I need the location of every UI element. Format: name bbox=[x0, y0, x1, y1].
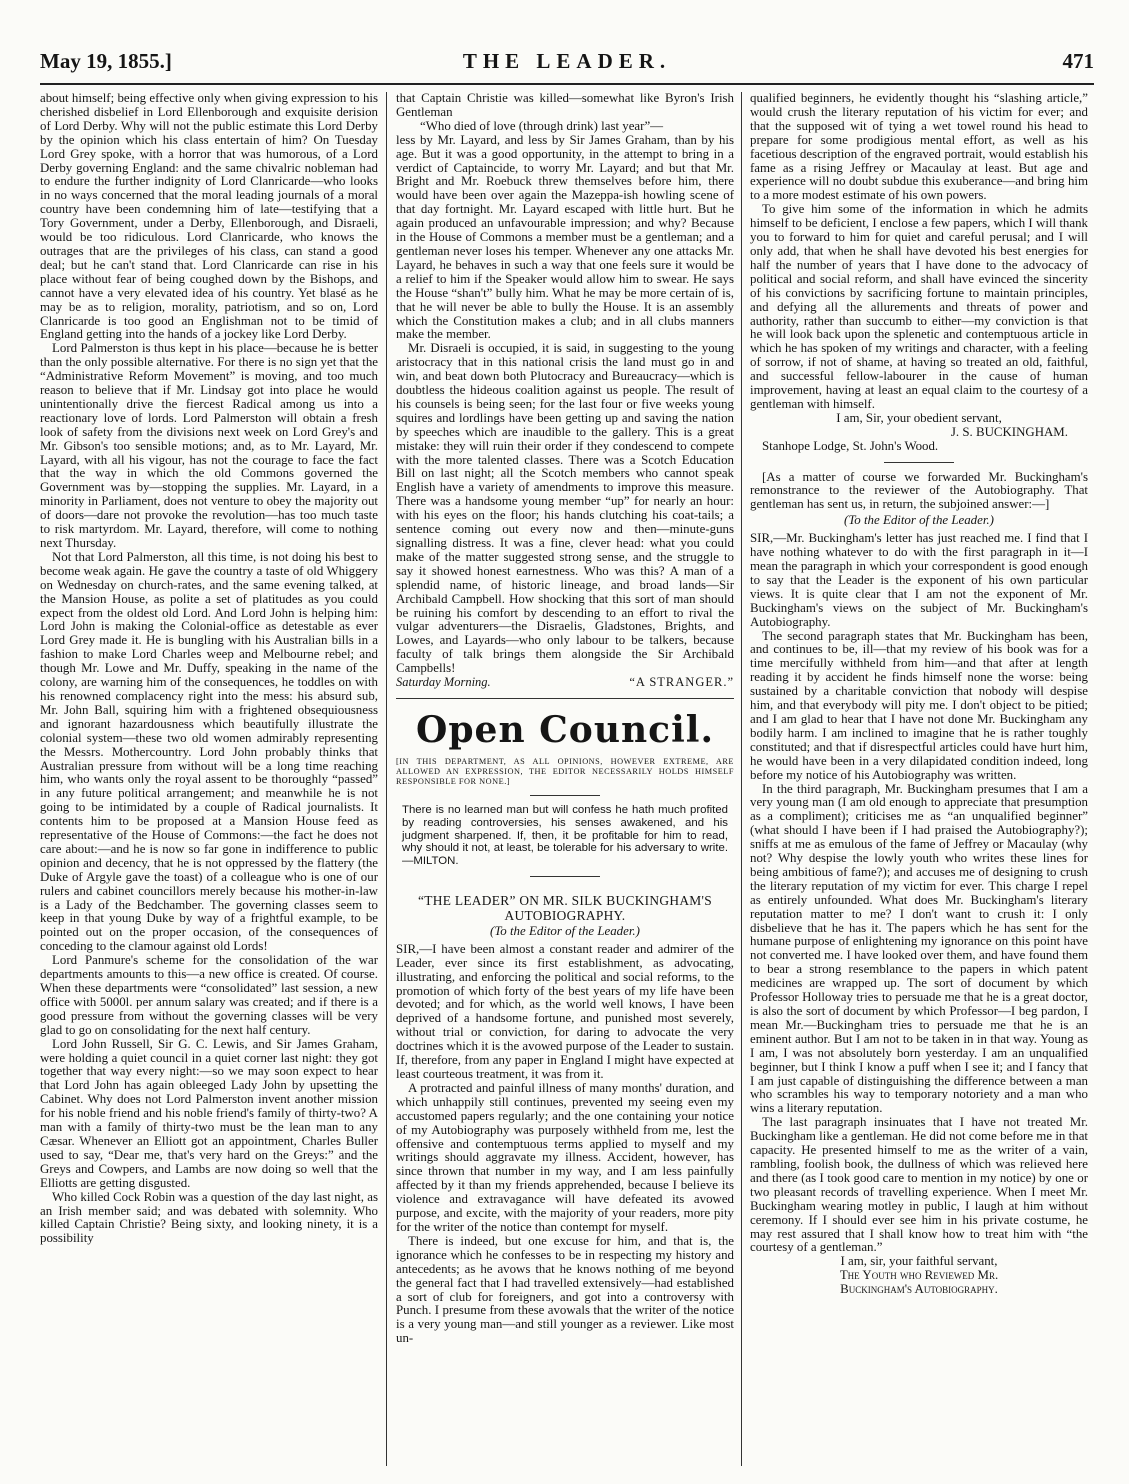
letter-closing: I am, Sir, your obedient servant, bbox=[836, 410, 1002, 425]
letter-headline: “THE LEADER” ON MR. SILK BUCKINGHAM'S AUTOBIOGRAPHY. bbox=[418, 892, 712, 923]
article-paragraph: Lord John Russell, Sir G. C. Lewis, and Sir James Graham, were holding a quiet council in a quiet corner last night: they got together that way every night:—so we may soon expect to hear that Lord John has again obleeged Lady John by upsetting the Cabinet. Why does not Lord Palmerston invent another mission for his noble friend and his noble friend's family of thirty-two? A man with a family of thirty-two must be the lean man to any Cæsar. Whenever an Elliott got an appointment, Charles Buller used to say, “Dear me, that's very hard on the Greys:” and the Greys and Cowpers, and Lambs are now doing so well that the Elliotts are getting disgusted. bbox=[40, 1036, 378, 1190]
article-paragraph: less by Mr. Layard, and less by Sir James Graham, than by his age. But it was a good opportunity, in the attempt to bring in a verdict of Captaincide, to worry Mr. Layard; and but that Mr. Bright and Mr. Roebuck threw themselves before him, there would have been over again the Mazeppa-ish howling scene of that day fortnight. Mr. Layard escaped with little hurt. But he again produced an unfavourable impression; and why? Because in the House of Commons a member must be a gentleman; and a gentleman never loses his temper. Whenever any one attacks Mr. Layard, he behaves in such a way that one feels sure it would be a relief to him if the Speaker would allow him to swear. He says the House “shan't” bully him. What he may be more certain of is, that he will never be able to bully the House. It is an assembly which the Constitution makes a club; and in all clubs manners make the member. bbox=[396, 132, 734, 342]
reply-paragraph: The last paragraph insinuates that I have not treated Mr. Buckingham like a gentleman. He did not come before me in that capacity. He presented himself to me as the writer of a vain, rambling, foolish book, the dullness of which was relieved here and there (as I took good care to mention in my notice) by one or two pleasant records of travelling experience. When I meet Mr. Buckingham wearing motley in public, I laugh at him without ceremony. If I should ever see him in his private costume, he may rest assured that I shall know how to treat him with “the courtesy of a gentleman.” bbox=[750, 1115, 1088, 1255]
article-signoff bbox=[396, 676, 734, 690]
paper-title: THE LEADER. bbox=[462, 49, 672, 73]
letter-address: (To the Editor of the Leader.) bbox=[490, 923, 640, 938]
column-right bbox=[750, 92, 1088, 1466]
letter-paragraph: SIR,—I have been almost a constant reader and admirer of the Leader, ever since its first establishment, as advocating, illustrating, and enforcing the political and social reforms, to the promotion of which forty of the best years of my life have been devoted; and for which, as the world well knows, I have been deprived of a handsome fortune, and punished most severely, without trial or conviction, for daring to advocate the very doctrines which it is the avowed purpose of the Leader to sustain. If, therefore, from any paper in England I might have expected at least courteous treatment, it was from it. bbox=[396, 941, 734, 1082]
column-left bbox=[40, 92, 378, 1466]
letter-paragraph: There is indeed, but one excuse for him, and that is, the ignorance which he confesses to be in respecting my history and antecedents; as he avows that he knows nothing of me beyond the general fact that I had travelled extensively—had established a sort of club for foreigners, and got into a controversy with Punch. I presume from these avowals that the writer of the notice is a very young man—and still younger as a reviewer. Like most un- bbox=[396, 1233, 734, 1346]
article-paragraph: Lord Palmerston is thus kept in his place—because he is better than the only possible alternative. For there is no sign yet that the “Administrative Reform Movement” is moving, and too much reason to believe that if Mr. Lindsay got into place he would unintentionally drive the fiercest Radical among us into a reactionary love of lords. Lord Palmerston will obtain a fresh look of safety from the divisions next week on Lord Grey's and Mr. Gibson's too sensible motions; and, as to Mr. Layard, Mr. Layard, with all his vigour, has not the courage to face the fact that the way in which the old Commons governed the Government was by—stopping the supplies. Mr. Layard, in a minority in Parliament, does not venture to obey the majority out of doors—dare not provoke the revolution—has too much taste to risk martyrdom. Mr. Layard, therefore, will come to nothing next Thursday. bbox=[40, 341, 378, 550]
reply-paragraph: SIR,—Mr. Buckingham's letter has just reached me. I find that I have nothing whatever to do with the first paragraph in it—I mean the paragraph in which your correspondent is good enough to say that the Leader is the exponent of his own particular views. It is quite clear that I am not the exponent of Mr. Buckingham's views on the subject of Mr. Buckingham's Autobiography. bbox=[750, 531, 1088, 629]
signoff-author: “A STRANGER.” bbox=[629, 675, 734, 690]
short-divider bbox=[530, 795, 600, 796]
quotation: “Who died of love (through drink) last year”— bbox=[420, 118, 664, 133]
article-paragraph: Who killed Cock Robin was a question of the day last night, as an Irish member said; and was debated with solemnity. Who killed Captain Christie? Being sixty, and looking ninety, it is a possibility bbox=[40, 1189, 378, 1246]
issue-date: May 19, 1855.] bbox=[40, 49, 172, 73]
column-rule-left bbox=[386, 92, 387, 1466]
reply-address: (To the Editor of the Leader.) bbox=[844, 513, 994, 528]
section-title: Open Council. bbox=[416, 708, 714, 751]
page-number: 471 bbox=[1062, 49, 1094, 73]
column-rule-right bbox=[741, 92, 742, 1466]
masthead bbox=[40, 48, 1094, 76]
letter-signature: J. S. BUCKINGHAM. bbox=[950, 424, 1068, 439]
article-paragraph: Mr. Disraeli is occupied, it is said, in suggesting to the young aristocracy that in this national crisis the land must go in and win, and beat down both Plutocracy and Bureaucracy—which is doubtless the hideous coalition against us people. The result of his counsels is being seen; for the last four or five weeks young squires and lordlings have been getting up and saving the nation by speeches which are inaudible to the gallery. This is a great mistake: they will ruin their order if they condescend to compete with the more talented classes. There was a Scotch Education Bill on last night; all the Scotch members who cannot speak English have a variety of amendments to improve this measure. There was a handsome young member “up” for nearly an hour: with his eyes on the floor; his hands clutching his coat-tails; a sentence coming out every now and then—minute-guns signalling distress. It was a fine, clever head: what you could make of the matter suggested strong sense, and the struggle to say it showed honest earnestness. Who was this? A man of a splendid name, of historic lineage, and broad lands—Sir Archibald Campbell. How shocking that this sort of man should be ruining his comfort by descending to an effort to rival the vulgar adventurers—the Disraelis, Gladstones, Brights, and Lowes, and Layards—who only labour to be talkers, because faculty of talk brings them alongside the Sir Archibald Campbells! bbox=[396, 341, 734, 676]
short-divider bbox=[530, 876, 600, 877]
letter-paragraph: A protracted and painful illness of many months' duration, and which unhappily still continues, prevented my seeing even my accustomed papers regularly; and the one containing your notice of my Autobiography was purposely withheld from me, lest the offensive and contemptuous terms applied to myself and my writings should aggravate my illness. Accident, however, has since thrown that number in my way, and I am less painfully affected by it than my friends apprehended, because I believe its violence and extravagance will have defeated its avowed purpose, and excite, with the majority of your readers, more pity for the writer of the notice than contempt for myself. bbox=[396, 1080, 734, 1234]
editorial-note: [As a matter of course we forwarded Mr. Buckingham's remonstrance to the reviewer of the Autobiography. That gentleman has sent us, in return, the subjoined answer:—] bbox=[750, 469, 1088, 512]
article-paragraph: Lord Panmure's scheme for the consolidation of the war departments amounts to this—a new office is created. Of course. When these departments were “consolidated” last session, a new office with 5000l. per annum salary was created; and if there is a good pressure from without the governing classes will be very glad to go on consolidating for the next half century. bbox=[40, 953, 378, 1037]
reply-signature-line: The Youth who Reviewed Mr. bbox=[839, 1268, 999, 1283]
reply-paragraph: In the third paragraph, Mr. Buckingham presumes that I am a very young man (I am old enough to appreciate that presumption as a compliment); criticises me as “an unqualified beginner” (what should I have been if I had praised the Autobiography?); sniffs at me as emulous of the fame of Jeffrey or Macaulay (why not? Why despise the lowly youth who writes these lines for being ambitious of fame?); and accuses me of designing to crush the literary reputation of my victim for ever. This charge I repel as entirely unfounded. What does Mr. Buckingham's literary reputation matter to me? I don't want to crush it: I only disbelieve that he has it. The papers which he has sent for the humane purpose of enlightening my ignorance on this point have not converted me. I have looked over them, and have found them to bear a strong resemblance to the papers in which patent medicines are wrapped up. The sort of document by which Professor Holloway tries to persuade me that he is a great doctor, is also the sort of document by which Professor—I beg pardon, I mean Mr.—Buckingham tries to persuade me that he is an eminent author. But I am not to be taken in in that way. Young as I am, I was not absolutely born yesterday. I am an unqualified beginner, but I think I know a puff when I see it; and I fancy that I am just capable of distinguishing the difference between a man who scrambles his way to temporary notoriety and a man who wins a literary reputation. bbox=[750, 781, 1088, 1116]
article-paragraph: Not that Lord Palmerston, all this time, is not doing his best to become weak again. He gave the country a taste of old Whiggery on Wednesday on church-rates, and the same evening talked, at the Mansion House, as polite a set of platitudes as you could expect from the oldest old Lord. And Lord John is helping him: Lord John is making the Colonial-office as detestable as ever Lord Grey made it. He is bungling with his Australian bills in a fashion to make Lord Charles weep and Melbourne rebel; and though Mr. Lowe and Mr. Duffy, speaking in the name of the colony, are warning him of the consequences, he toddles on with his renowned complacency right into the mess: his absurd sub, Mr. John Ball, squiring him with a frightened obsequiousness and ignorant hazardousness which beautifully illustrate the colonial system—these two old women admirably representing the Messrs. Mothercountry. Lord John probably thinks that Australian pressure from without will be a long time reaching him, who wants only the royal assent to be thoroughly “passed” in any future political arrangement; and meanwhile he is not going to be intimidated by a couple of Radical journalists. It contents him to be proposed at a Mansion House feed as representative of the House of Commons:—the fact he does not care about:—and he is now so far gone in indifference to public opinion and decency, that he is not oppressed by the flattery (the Duke of Argyle gave the toast) of a colleague who is one of our rulers and cabinet councillors merely because his mother-in-law is a Lady of the Bedchamber. The governing classes seem to keep in that young Duke by way of a frightful example, to be pointed out on the proper occasion, of the consequences of conceding to the clamour against old Lords! bbox=[40, 549, 378, 954]
reply-closing: I am, sir, your faithful servant, bbox=[840, 1254, 998, 1269]
epigraph: There is no learned man but will confess he hath much profited by reading controversies, his senses awakened, and his judgment sharpened. If, then, it be profitable for him to read, why should it not, at least, be tolerable for his adversary to write.—MILTON. bbox=[402, 803, 728, 868]
letter-sender-address: Stanhope Lodge, St. John's Wood. bbox=[762, 438, 939, 453]
signoff-date: Saturday Morning. bbox=[396, 675, 491, 690]
article-paragraph: that Captain Christie was killed—somewhat like Byron's Irish Gentleman bbox=[396, 92, 734, 119]
masthead-rule bbox=[40, 83, 1094, 85]
reply-signature bbox=[750, 1269, 1088, 1297]
letter-paragraph: To give him some of the information in which he admits himself to be deficient, I enclose a few papers, which I will thank you to forward to him for quiet and careful perusal; and I will only add, that when he shall have devoted his best energies for half the number of years that I have done to the advocacy of political and social reform, and shall have evinced the sincerity of his convictions by sacrificing fortune to maintain principles, and defying all the allurements and threats of power and authority, rather than succumb to either—my conviction is that he will look back upon the splenetic and contemptuous article in which he has spoken of my writings and character, with a feeling of sorrow, if not of shame, at having so treated an old, faithful, and successful fellow-labourer in the cause of human improvement, having at least an equal claim to the courtesy of a gentleman with himself. bbox=[750, 202, 1088, 411]
short-divider bbox=[884, 462, 954, 463]
reply-signature-line: Buckingham's Autobiography. bbox=[840, 1282, 998, 1297]
letter-paragraph: qualified beginners, he evidently thought his “slashing article,” would crush the literary reputation of his victim for ever; and that the supposed wit of tying a wet towel round his head to prepare for some prodigious mental effort, as well as his facetious description of the engraved portrait, would establish his fame as a rising Jeffrey or Macaulay at least. But age and experience will no doubt subdue this exuberance—and bring him to a more modest estimate of his own powers. bbox=[750, 92, 1088, 203]
section-divider bbox=[396, 698, 734, 699]
reply-paragraph: The second paragraph states that Mr. Buckingham has been, and continues to be, ill—that my review of his book was for a time mercifully withheld from him—and that after at length reading it by accident he finds himself none the worse: being sustained by a charitable conviction that nobody will despise him, and that everybody will pity me. I don't object to be pitied; and I am glad to hear that I have not done Mr. Buckingham any bodily harm. I am inclined to imagine that he is rather toughly constituted; and that if disrespectful articles could have hurt him, he would have been in a very dilapidated condition indeed, long before my notice of his Autobiography was written. bbox=[750, 628, 1088, 782]
editor-note: [IN THIS DEPARTMENT, AS ALL OPINIONS, HOWEVER EXTREME, ARE ALLOWED AN EXPRESSION, THE EDITOR NECESSARILY HOLDS HIMSELF RESPONSIBLE FOR NONE.] bbox=[396, 756, 734, 786]
article-paragraph: about himself; being effective only when giving expression to his cherished disbelief in Lord Ellenborough and exquisite derision of Lord Derby. Why will not the public estimate this Lord Derby by the opinion which his class entertain of him? On Tuesday Lord Grey spoke, with a horror that was humorous, of a Lord Derby governing England: and the same chivalric nobleman had to endure the further indignity of Lord Clanricarde—who looks in no ways concerned that the moral leading journals of a moral country have been condemning him of late—testifying that a Tory Government, under a Derby, Ellenborough, and Disraeli, would be too ridiculous. Lord Clanricarde, who knows the outrages that are the privileges of his class, can stand a good deal; but he can't stand that. Lord Clanricarde can rise in his place without fear of being coughed down by the Bishops, and cannot have a very elevated idea of his country. Yet blasé as he may be as to religion, morality, patriotism, and so on, Lord Clanricarde is too good an Englishman not to be timid of England getting into the hands of a jockey like Lord Derby. bbox=[40, 92, 378, 342]
column-middle bbox=[396, 92, 734, 1466]
